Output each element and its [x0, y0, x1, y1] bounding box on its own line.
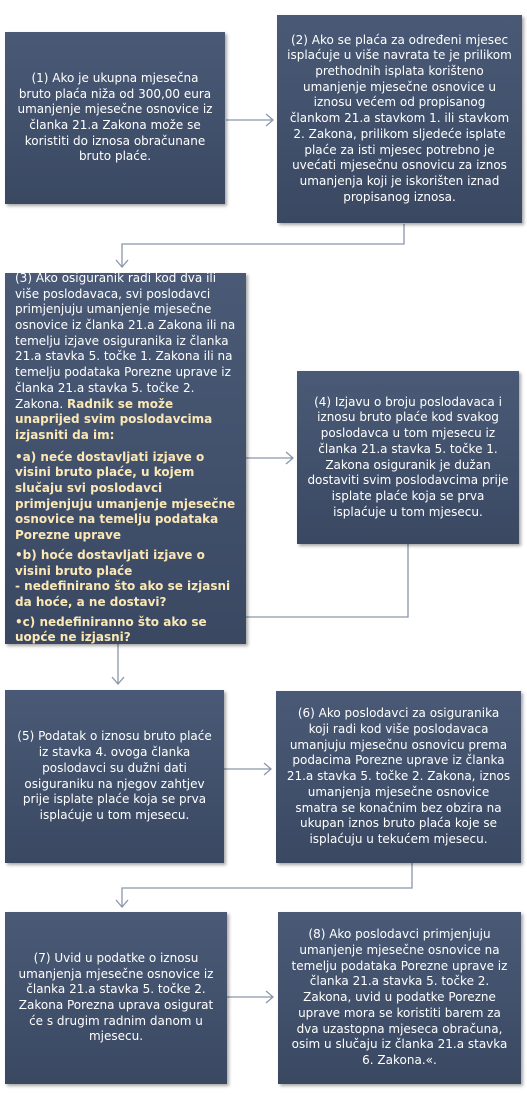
box-3-item-a: •a) neće dostavljati izjave o visini bruto plaće, u kojem slučaju svi poslodavci primjenjuju umanjenje mjesečne osnovice na temelju podataka Porezne uprave — [15, 449, 236, 543]
box-3-item-b: •b) hoće dostavljati izjave o visini bruto plaće — [15, 547, 205, 578]
box-5 — [5, 690, 224, 863]
box-1 — [5, 32, 225, 204]
box-3-item-b-sub: - nedefinirano što ako se izjasni da hoće, a ne dostavi? — [15, 579, 231, 609]
box-5-text: (5) Podatak o iznosu bruto plaće iz stavka 4. ovoga članka poslodavci su dužni dati osiguraniku na njegov zahtjev prije isplate plaće koja se prva isplaćuje u tom mjesecu. — [17, 729, 212, 822]
box-3-content — [15, 271, 236, 646]
box-3-intro: (3) Ako osiguranik radi kod dva ili više poslodavaca, svi poslodavci primjenjuju umanjenje mjesečne osnovice iz članka 21.a Zakona ili na temelju izjave osiguranika iz članka 21.a stavka 5. točke 1. Zakona ili na temelju podataka Porezne uprave iz članka 21.a stavka 5. točke 2. Zakona. — [15, 270, 236, 411]
box-6-text: (6) Ako poslodavci za osiguranika koji radi kod više poslodavaca umanjuju mjesečnu osnovicu prema podacima Porezne uprave iz članka 21.a stavka 5. točke 2. Zakona, iznos umanjenja mjesečne osnovice smatra se konačnim bez obzira na ukupan iznos bruto plaća koje se isplaćuju u tekućem mjesecu. — [286, 706, 511, 846]
box-8-text: (8) Ako poslodavci primjenjuju umanjenje mjesečne osnovice na temelju podataka Porezne uprave iz članka 21.a stavka 5. točke 2. Zakona, uvid u podatke Porezne uprave mora se koristiti barem za dva uzastopna mjeseca obračuna, osim u slučaju iz članka 21.a stavka 6. Zakona.«. — [291, 927, 508, 1067]
box-3 — [5, 270, 246, 645]
arrow-6-to-7 — [122, 863, 412, 906]
box-2 — [277, 15, 522, 223]
box-2-text: (2) Ako se plaća za određeni mjesec isplaćuje u više navrata te je prilikom prethodnih isplata korišteno umanjenje mjesečne osnovice u iznosu većem od propisanog člankom 21.a stavkom 1. ili stavkom 2. Zakona, prilikom sljedeće isplate plaće za isti mjesec potrebno je uvećati mjesečnu osnovicu za iznos umanjenja koji je iskorišten iznad propisanog iznosa. — [287, 32, 512, 204]
box-1-text: (1) Ako je ukupna mjesečna bruto plaća niža od 300,00 eura umanjenje mjesečne osnovice iz članka 21.a Zakona može se koristiti do iznosa obračunane bruto plaće. — [17, 70, 213, 164]
arrow-2-to-3 — [122, 224, 404, 266]
box-8 — [278, 912, 521, 1084]
box-6 — [276, 691, 521, 863]
box-3-item-c: •c) nedefiniranno što ako se uopće ne izjasni? — [15, 614, 207, 645]
box-7 — [5, 912, 227, 1084]
box-7-text: (7) Uvid u podatke o iznosu umanjenja mjesečne osnovice iz članka 21.a stavka 5. točke 2. Zakona Porezna uprava osigurat će s drugim radnim danom u mjesecu. — [18, 950, 214, 1044]
box-4-text: (4) Izjavu o broju poslodavaca i iznosu bruto plaće kod svakog poslodavca u tom mjesecu iz članka 21.a stavka 5. točke 1. Zakona osiguranik je dužan dostaviti svim poslodavcima prije isplate plaće koja se prva isplaćuje u tom mjesecu. — [307, 394, 509, 519]
box-3-highlight: Radnik se može unaprijed svim poslodavcima izjasniti da im: — [15, 396, 213, 442]
box-4 — [297, 371, 519, 544]
